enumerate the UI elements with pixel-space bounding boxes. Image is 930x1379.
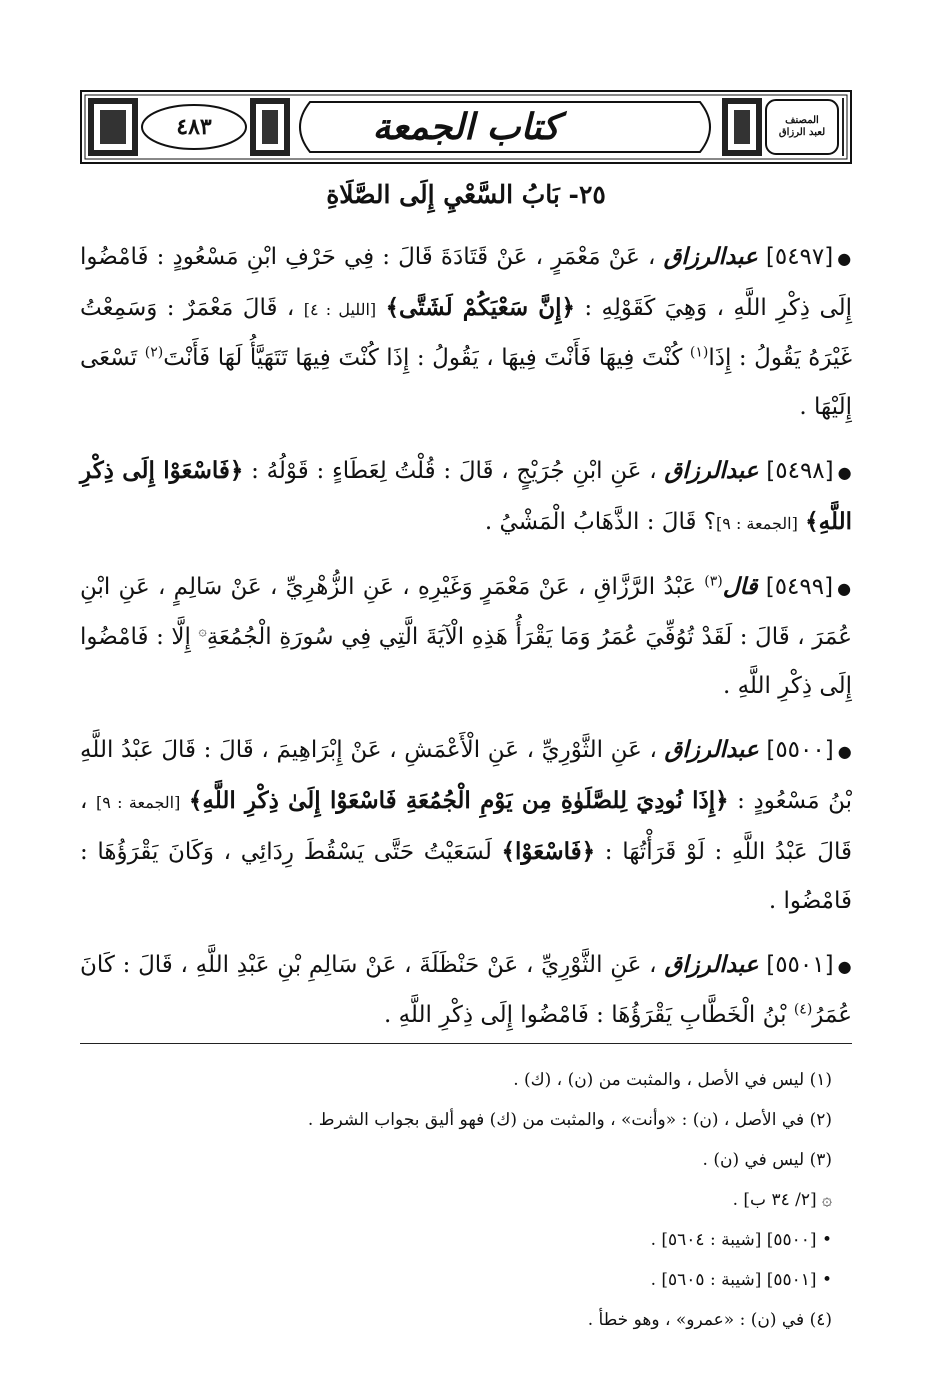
section-heading: ٢٥- بَابُ السَّعْيِ إِلَى الصَّلَاةِ <box>326 180 606 209</box>
footnote-1: (١) ليس في الأصل ، والمثبت من (ن) ، (ك) . <box>513 1070 832 1090</box>
quran-quote: ﴿فَاسْعَوْا﴾ <box>501 838 596 865</box>
footnote-marker: (٤) <box>793 1001 813 1018</box>
hadith-text: ؟ قَالَ : الذَّهَابُ الْمَشْيُ . <box>484 509 717 535</box>
hadith-text: لَسَعَيْتُ حَتَّى يَسْقُطَ رِدَائِي ، وَكَانَ يَقْرَؤُهَا : فَامْضُوا . <box>80 839 852 914</box>
quran-quote: ﴿إِذَا نُودِيَ لِلصَّلَوٰةِ مِن يَوْمِ الْجُمُعَةِ فَاسْعَوْا إِلَىٰ ذِكْرِ اللَّهِ﴾ <box>188 787 729 814</box>
bullet-icon: ● <box>837 742 853 761</box>
footnote-source-5501: • [٥٥٠١] [شيبة : ٥٦٠٥] . <box>650 1270 832 1290</box>
bullet-icon: ● <box>837 957 852 976</box>
hadith-5500 <box>80 725 852 926</box>
narrator: عبدالرزاق <box>664 951 759 978</box>
footnote-marker: (١) <box>689 344 709 361</box>
footnote-marker: (٣) <box>704 573 723 590</box>
quran-quote: ﴿فَاسْعَوْا إِلَى ذِكْرِ اللَّهِ﴾ <box>80 457 852 535</box>
logo-line-1: المصنف <box>785 115 819 126</box>
bullet-icon: ● <box>837 463 853 482</box>
quran-reference: [الجمعة : ٩] <box>96 793 181 812</box>
hadith-text: ، قَالَ عَبْدُ اللَّهِ : لَوْ قَرَأْتُهَا : <box>80 788 852 865</box>
hadith-number: [٥٥٠١] <box>766 952 834 978</box>
footnote-folio: ۞ [٢/ ٣٤ ب] . <box>732 1190 832 1210</box>
hadith-5499 <box>80 562 852 711</box>
hadith-number: [٥٤٩٨] <box>766 458 834 484</box>
hadith-5497 <box>80 232 852 432</box>
bullet-icon: ● <box>837 579 852 598</box>
quran-reference: [الليل : ٤] <box>303 300 377 319</box>
hadith-text: ، عَنِ ابْنِ جُرَيْجٍ ، قَالَ : قُلْتُ لِعَطَاءٍ : قَوْلُهُ : <box>243 458 657 484</box>
hadith-5501 <box>80 940 852 1040</box>
hadith-number: [٥٥٠٠] <box>766 737 834 763</box>
page-number: ٤٨٣ <box>176 114 212 140</box>
page-header <box>80 90 852 164</box>
hadith-text: ، عَنِ الثَّوْرِيِّ ، عَنِ الْأَعْمَشِ ، عَنْ إِبْرَاهِيمَ ، قَالَ : قَالَ عَبْدُ اللَّهِ بْنُ مَسْعُودٍ : <box>80 737 852 814</box>
hadith-text: إِلَّا : فَامْضُوا إِلَى ذِكْرِ اللَّهِ . <box>80 624 852 699</box>
narrator: عبدالرزاق <box>664 736 759 763</box>
publisher-logo <box>766 102 838 152</box>
narrator: عبدالرزاق <box>663 243 758 270</box>
footnotes <box>80 1060 852 1340</box>
hadith-text: كُنْتَ فِيهَا فَأَنْتَ فِيهَا ، يَقُولُ : إِذَا كُنْتَ فِيهَا تَتَهَيَّأُ لَهَا فَأَنْتَ <box>163 345 683 371</box>
footnote-4: (٤) في (ن) : «عمرو» ، وهو خطأ . <box>587 1310 832 1330</box>
folio-mark-icon: ۞ <box>198 623 207 640</box>
hadith-number: [٥٤٩٩] <box>765 574 834 600</box>
hadith-text: ، عَنِ الثَّوْرِيِّ ، عَنْ حَنْظَلَةَ ، عَنْ سَالِمِ بْنِ عَبْدِ اللَّهِ ، قَالَ : كَانَ عُمَرُ <box>80 952 852 1028</box>
narrator: عبدالرزاق <box>664 457 759 484</box>
hadith-5498 <box>80 446 852 548</box>
bullet-icon: ● <box>837 249 853 268</box>
hadith-text: ، عَنْ مَعْمَرٍ ، عَنْ قَتَادَةَ قَالَ : فِي حَرْفِ ابْنِ مَسْعُودٍ : فَامْضُوا إِلَى ذِكْرِ اللَّهِ ، وَهِيَ كَقَوْلِهِ : <box>80 244 853 321</box>
footnote-divider <box>80 1043 852 1044</box>
hadith-number: [٥٤٩٧] <box>765 244 834 270</box>
hadith-text: تَسْعَى إِلَيْهَا . <box>80 345 852 420</box>
narrator: قال <box>722 573 758 600</box>
logo-line-2: لعبد الرزاق <box>778 127 826 138</box>
footnote-2: (٢) في الأصل ، (ن) : «وأنت» ، والمثبت من (ك) فهو أليق بجواب الشرط . <box>307 1110 832 1130</box>
footnote-marker: (٢) <box>144 344 164 361</box>
hadith-text: ، قَالَ مَعْمَرٌ : وَسَمِعْتُ غَيْرَهُ يَقُولُ : إِذَا <box>80 295 853 371</box>
hadith-list <box>80 232 852 1054</box>
book-title: كتاب الجمعة <box>372 106 560 148</box>
quran-quote: ﴿إِنَّ سَعْيَكُمْ لَشَتَّى﴾ <box>385 294 575 321</box>
quran-reference: [الجمعة : ٩] <box>716 514 798 533</box>
footnote-source-5500: • [٥٥٠٠] [شيبة : ٥٦٠٤] . <box>650 1230 832 1250</box>
footnote-3: (٣) ليس في (ن) . <box>702 1150 832 1170</box>
hadith-text: عَبْدُ الرَّزَّاقِ ، عَنْ مَعْمَرٍ وَغَيْرِهِ ، عَنِ الزُّهْرِيِّ ، عَنْ سَالِمٍ ، عَنِ ابْنِ عُمَرَ ، قَالَ : لَقَدْ تُوُفِّيَ عُمَرُ وَمَا يَقْرَأُ هَذِهِ الْآيَةَ الَّتِي فِي سُورَةِ الْجُمُعَةِ <box>80 574 852 650</box>
hadith-text: بْنُ الْخَطَّابِ يَقْرَؤُهَا : فَامْضُوا إِلَى ذِكْرِ اللَّهِ . <box>383 1002 787 1028</box>
